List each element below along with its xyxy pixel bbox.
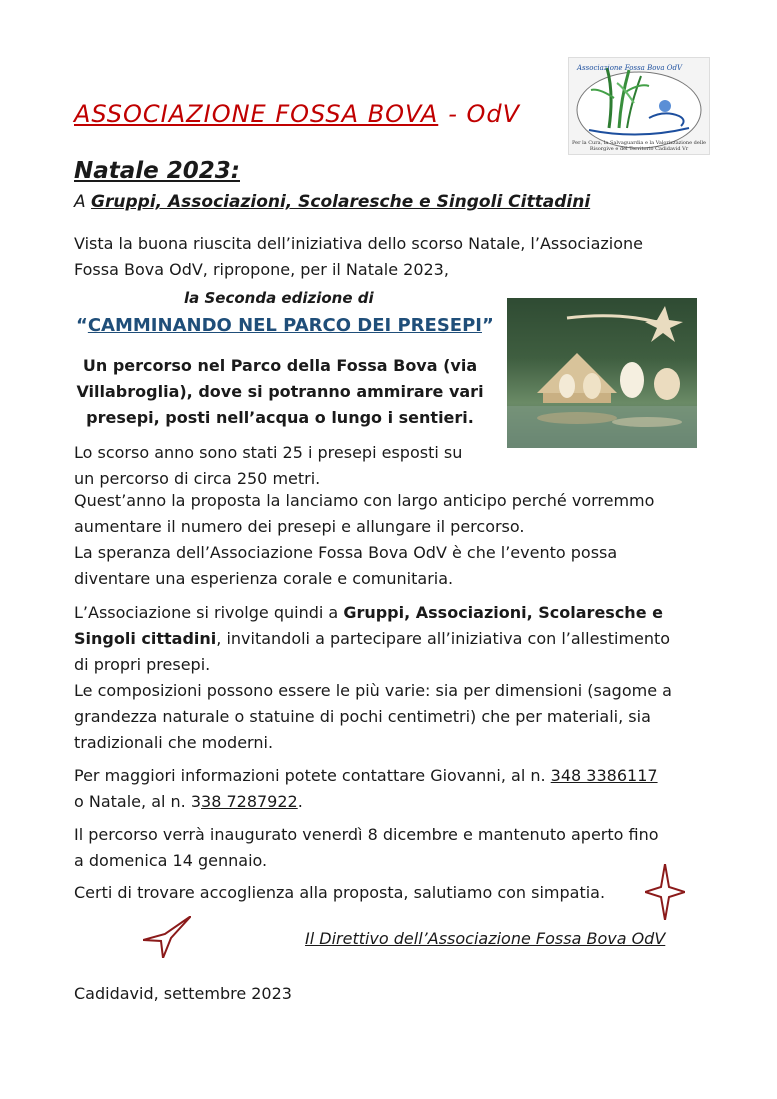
- closing-line: Certi di trovare accoglienza alla proposta, salutiamo con simpatia.: [74, 883, 606, 902]
- place-date: Cadidavid, settembre 2023: [74, 984, 292, 1003]
- recipients-list: Gruppi, Associazioni, Scolaresche e Singoli Cittadini: [91, 192, 591, 212]
- event-description-line-1: Un percorso nel Parco della Fossa Bova (via: [82, 356, 478, 375]
- body-p2-line-2: [74, 626, 670, 652]
- phone-number-natale[interactable]: 38 7287922: [201, 792, 298, 811]
- event-title-close-quote: ”: [481, 315, 494, 336]
- body-p2-prefix: L’Associazione si rivolge quindi a: [74, 603, 339, 622]
- dates-line-2: a domenica 14 gennaio.: [74, 851, 268, 870]
- recipients-line: [74, 192, 590, 212]
- contacts-period: .: [297, 792, 303, 811]
- event-description-line-3: presepi, posti nell’acqua o lungo i sentieri.: [86, 408, 474, 427]
- association-logo: [568, 57, 710, 155]
- body-p1-line-2: un percorso di circa 250 metri.: [74, 469, 321, 488]
- phone-number-giovanni[interactable]: 348 3386117: [550, 766, 658, 785]
- star-icon-2: [143, 916, 191, 958]
- body-p2-line-6: tradizionali che moderni.: [74, 733, 274, 752]
- body-p1-line-3: Quest’anno la proposta la lanciamo con largo anticipo perché vorremmo: [74, 491, 655, 510]
- contacts-prefix-2: o Natale, al n. 3: [74, 792, 202, 811]
- intro-line-1: Vista la buona riuscita dell’iniziativa dello scorso Natale, l’Associazione: [74, 234, 644, 253]
- body-p2-bold-1: Gruppi, Associazioni, Scolaresche e: [343, 603, 663, 622]
- edition-label: la Seconda edizione di: [184, 289, 374, 307]
- body-p2-line-5: grandezza naturale o statuine di pochi centimetri) che per materiali, sia: [74, 707, 651, 726]
- logo-caption: Per la Cura, la Salvaguardia e la Valorizzazione delle Risorgive e del Territorio Cadidavid Vr: [571, 140, 706, 152]
- event-description-line-2: Villabroglia), dove si potranno ammirare vari: [76, 382, 484, 401]
- event-title: [76, 315, 494, 336]
- body-p1-line-1: Lo scorso anno sono stati 25 i presepi esposti su: [74, 443, 463, 462]
- event-title-text: CAMMINANDO NEL PARCO DEI PRESEPI: [87, 315, 482, 336]
- event-title-open-quote: “: [76, 315, 88, 336]
- intro-line-2: Fossa Bova OdV, ripropone, per il Natale 2023,: [74, 260, 449, 279]
- contacts-line-1: [74, 763, 658, 789]
- organization-title: [74, 100, 520, 128]
- logo-tagline: Associazione Fossa Bova OdV: [577, 64, 683, 72]
- document-title: Natale 2023:: [74, 158, 240, 184]
- event-description: [74, 353, 486, 431]
- body-p2-line-3: di propri presepi.: [74, 655, 211, 674]
- body-p2-bold-2: Singoli cittadini: [74, 629, 217, 648]
- body-p2-rest: , invitandoli a partecipare all’iniziativa con l’allestimento: [216, 629, 671, 648]
- organization-name: ASSOCIAZIONE FOSSA BOVA: [74, 100, 439, 128]
- contacts-line-2: [74, 789, 303, 815]
- body-p1-line-4: aumentare il numero dei presepi e allungare il percorso.: [74, 517, 525, 536]
- recipients-prefix: A: [74, 192, 86, 212]
- nativity-photo: [507, 298, 697, 448]
- body-p2-line-4: Le composizioni possono essere le più varie: sia per dimensioni (sagome a: [74, 681, 672, 700]
- signature: Il Direttivo dell’Associazione Fossa Bova OdV: [305, 929, 666, 948]
- body-p1-line-5: La speranza dell’Associazione Fossa Bova OdV è che l’evento possa: [74, 543, 618, 562]
- body-p2-line-1: [74, 600, 663, 626]
- contacts-prefix-1: Per maggiori informazioni potete contattare Giovanni, al n.: [74, 766, 546, 785]
- nativity-scene-icon: [507, 298, 697, 448]
- organization-suffix: - OdV: [448, 100, 521, 128]
- star-icon: [645, 864, 685, 920]
- dates-line-1: Il percorso verrà inaugurato venerdì 8 dicembre e mantenuto aperto fino: [74, 825, 659, 844]
- body-p1-line-6: diventare una esperienza corale e comunitaria.: [74, 569, 454, 588]
